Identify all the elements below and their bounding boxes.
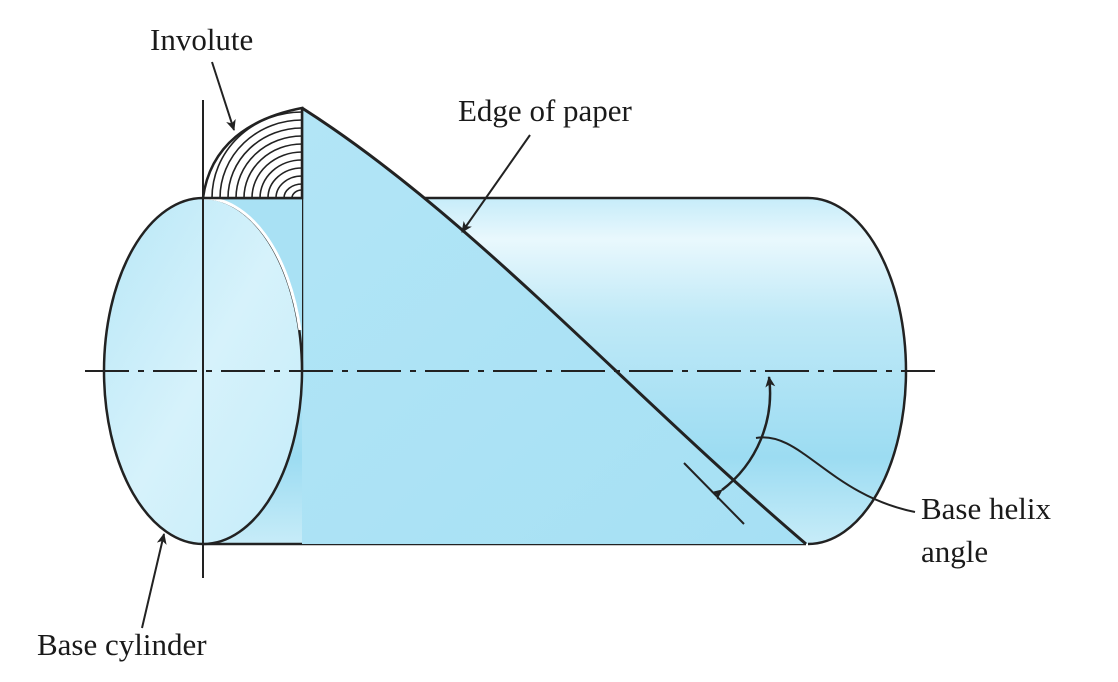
involute-leader bbox=[212, 62, 234, 130]
base-cylinder-label: Base cylinder bbox=[37, 627, 207, 662]
edge-of-paper-label: Edge of paper bbox=[458, 93, 632, 128]
base-cylinder-leader bbox=[142, 534, 164, 628]
base-helix-angle-label-line2: angle bbox=[921, 534, 989, 569]
involute-label: Involute bbox=[150, 22, 254, 57]
base-helix-angle-label-line1: Base helix bbox=[921, 491, 1051, 526]
